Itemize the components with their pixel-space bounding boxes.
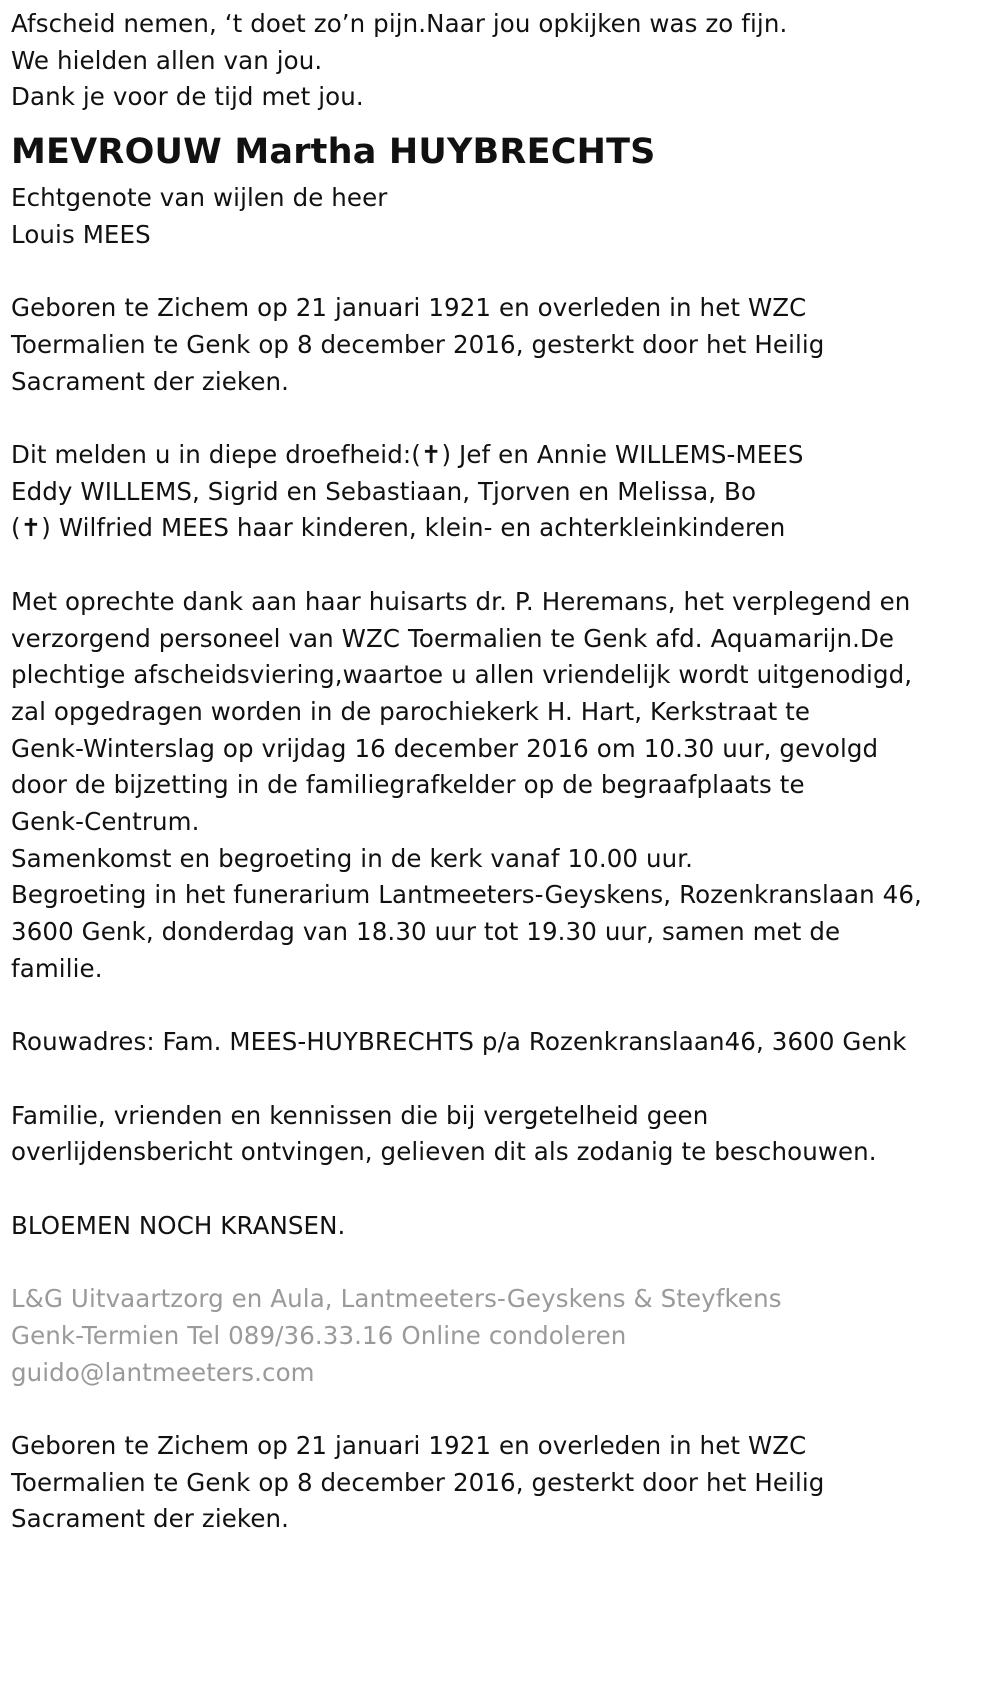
- birth-death-line: Sacrament der zieken.: [11, 366, 290, 396]
- thanks-line: zal opgedragen worden in de parochiekerk H. Hart, Kerkstraat te: [11, 696, 811, 726]
- family-line: Dit melden u in diepe droefheid:(✝) Jef en Annie WILLEMS-MEES: [11, 440, 804, 469]
- undertaker-name: L&G Uitvaartzorg en Aula, Lantmeeters-Geyskens & Steyfkens: [11, 1284, 782, 1314]
- mourning-address: Rouwadres: Fam. MEES-HUYBRECHTS p/a Rozenkranslaan46, 3600 Genk: [11, 1027, 907, 1057]
- thanks-line: Samenkomst en begroeting in de kerk vanaf 10.00 uur.: [11, 843, 694, 873]
- spacer: [11, 988, 1000, 1025]
- spouse-line: Louis MEES: [11, 219, 151, 249]
- birth-death-line: Sacrament der zieken.: [11, 1504, 290, 1534]
- birth-death-line: Geboren te Zichem op 21 januari 1921 en overleden in het WZC: [11, 1430, 807, 1460]
- family-line: (✝) Wilfried MEES haar kinderen, klein- en achterkleinkinderen: [11, 513, 786, 543]
- thanks-paragraph: [11, 584, 1000, 988]
- birth-death-line: Toermalien te Genk op 8 december 2016, gesterkt door het Heilig: [11, 329, 825, 359]
- poem-line: Dank je voor de tijd met jou.: [11, 82, 364, 112]
- spouse-info: [11, 180, 1000, 253]
- family-paragraph: [11, 437, 1000, 547]
- thanks-line: plechtige afscheidsviering,waartoe u allen vriendelijk wordt uitgenodigd,: [11, 660, 913, 690]
- birth-death-line: Geboren te Zichem op 21 januari 1921 en overleden in het WZC: [11, 293, 807, 323]
- undertaker-info: [11, 1281, 1000, 1391]
- undertaker-email-link[interactable]: guido@lantmeeters.com: [11, 1357, 315, 1387]
- poem: [11, 6, 1000, 116]
- notice-line: Familie, vrienden en kennissen die bij vergetelheid geen: [11, 1100, 709, 1130]
- notice-line: overlijdensbericht ontvingen, gelieven dit als zodanig te beschouwen.: [11, 1137, 877, 1167]
- deceased-name: MEVROUW Martha HUYBRECHTS: [11, 132, 656, 173]
- thanks-line: Genk-Winterslag op vrijdag 16 december 2016 om 10.30 uur, gevolgd: [11, 733, 879, 763]
- spacer: [11, 1244, 1000, 1281]
- spacer: [11, 1171, 1000, 1208]
- undertaker-contact[interactable]: Genk-Termien Tel 089/36.33.16 Online condoleren: [11, 1320, 627, 1350]
- thanks-line: 3600 Genk, donderdag van 18.30 uur tot 19.30 uur, samen met de: [11, 917, 841, 947]
- flowers-notice: BLOEMEN NOCH KRANSEN.: [11, 1210, 346, 1240]
- spacer: [11, 1061, 1000, 1098]
- spouse-line: Echtgenote van wijlen de heer: [11, 183, 388, 213]
- spacer: [11, 547, 1000, 584]
- birth-death-line: Toermalien te Genk op 8 december 2016, gesterkt door het Heilig: [11, 1467, 825, 1497]
- spacer: [11, 254, 1000, 291]
- birth-death-paragraph-repeat: [11, 1428, 1000, 1538]
- thanks-line: Begroeting in het funerarium Lantmeeters-Geyskens, Rozenkranslaan 46,: [11, 880, 922, 910]
- thanks-line: Met oprechte dank aan haar huisarts dr. P. Heremans, het verplegend en: [11, 586, 911, 616]
- thanks-line: door de bijzetting in de familiegrafkelder op de begraafplaats te: [11, 770, 805, 800]
- poem-line: Afscheid nemen, ‘t doet zo’n pijn.Naar jou opkijken was zo fijn.: [11, 9, 788, 38]
- thanks-line: familie.: [11, 953, 103, 983]
- spacer: [11, 400, 1000, 437]
- notice-paragraph: [11, 1098, 1000, 1171]
- thanks-line: Genk-Centrum.: [11, 807, 200, 837]
- poem-line: We hielden allen van jou.: [11, 45, 323, 75]
- thanks-line: verzorgend personeel van WZC Toermalien te Genk afd. Aquamarijn.De: [11, 623, 895, 653]
- birth-death-paragraph: [11, 290, 1000, 400]
- spacer: [11, 1391, 1000, 1428]
- family-line: Eddy WILLEMS, Sigrid en Sebastiaan, Tjorven en Melissa, Bo: [11, 476, 757, 506]
